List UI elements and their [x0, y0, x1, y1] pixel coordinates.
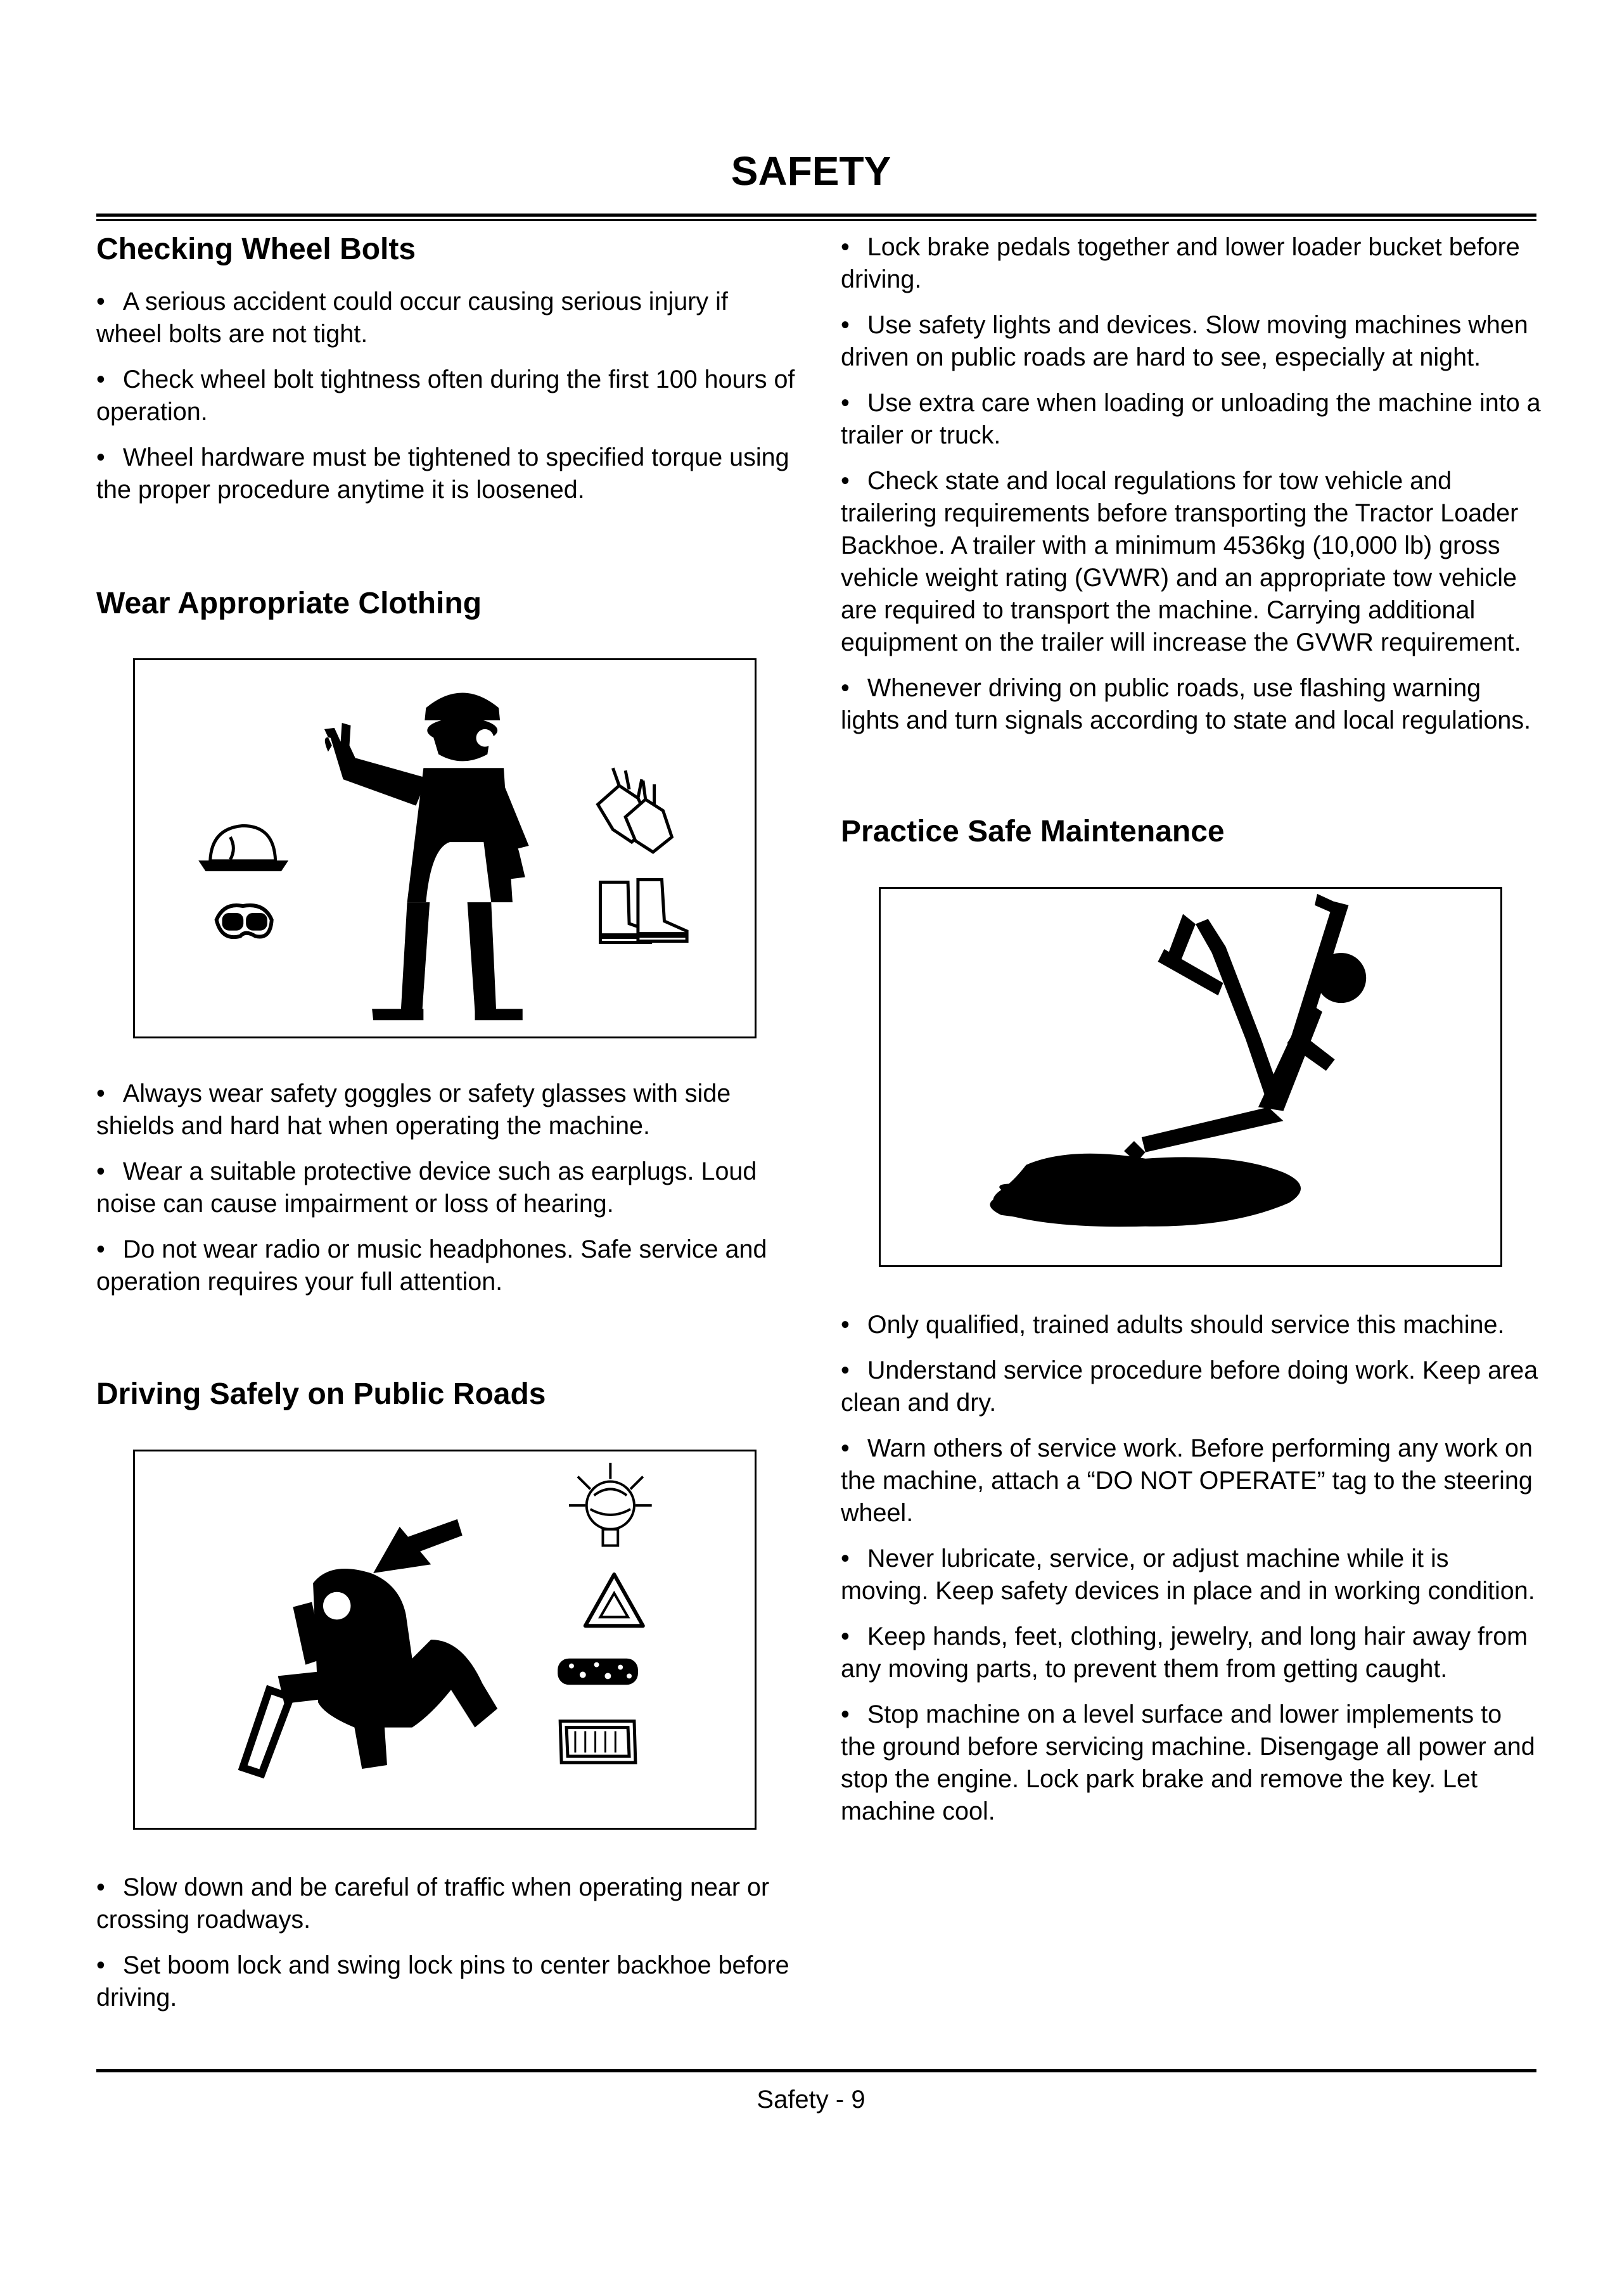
footer-rule	[96, 2069, 1536, 2072]
list-item: • Lock brake pedals together and lower loader bucket before driving.	[841, 233, 1520, 293]
list-item: • Check wheel bolt tightness often during the first 100 hours of operation.	[96, 365, 795, 426]
bullet: •	[841, 389, 850, 417]
bullet: •	[841, 1310, 850, 1339]
right-column	[841, 231, 1543, 1841]
bullet: •	[841, 1434, 850, 1462]
hard-hat-icon	[201, 826, 286, 870]
slipping-person-icon	[881, 889, 1500, 1265]
section-heading-clothing: Wear Appropriate Clothing	[96, 586, 482, 620]
section-heading-maintenance: Practice Safe Maintenance	[841, 815, 1225, 848]
list-item: • Check state and local regulations for tow vehicle and trailering requirements before transporting the Tractor Loader Backhoe. A trailer with a minimum 4536kg (10,000 lb) gross vehicle weight rating (GVWR) and an appropriate tow vehicle are required to transport the machine. Carrying additional equipment on the trailer will increase the GVWR requirement.	[841, 467, 1521, 656]
protective-clothing-icon	[135, 660, 755, 1036]
bullet: •	[96, 287, 105, 316]
safe-maintenance-illustration	[879, 887, 1502, 1267]
list-item: • A serious accident could occur causing serious injury if wheel bolts are not tight.	[96, 287, 728, 348]
list-item: • Only qualified, trained adults should service this machine.	[841, 1310, 1505, 1339]
header-rule	[96, 214, 1536, 217]
warning-light-icon	[569, 1463, 652, 1546]
bullet: •	[841, 1356, 850, 1384]
left-column	[96, 231, 798, 2027]
list-item: • Whenever driving on public roads, use flashing warning lights and turn signals according to state and local regulations.	[841, 674, 1531, 734]
gloves-icon	[598, 768, 672, 852]
bullet: •	[96, 1080, 105, 1108]
list-item: • Do not wear radio or music headphones. Safe service and operation requires your full attention.	[96, 1235, 767, 1296]
list-item: • Slow down and be careful of traffic when operating near or crossing roadways.	[96, 1873, 770, 1934]
bullet: •	[841, 311, 850, 339]
bullet: •	[96, 443, 105, 471]
section-heading-public-roads: Driving Safely on Public Roads	[96, 1377, 546, 1412]
driver-figure	[243, 1569, 497, 1774]
list-item: • Keep hands, feet, clothing, jewelry, and long hair away from any moving parts, to prevent them from getting caught.	[841, 1622, 1528, 1683]
section-heading-wheel-bolts: Checking Wheel Bolts	[96, 233, 416, 266]
list-item: • Warn others of service work. Before performing any work on the machine, attach a “DO NOT OPERATE” tag to the steering wheel.	[841, 1434, 1533, 1527]
header-rule-thin	[96, 219, 1536, 221]
protective-clothing-illustration	[133, 658, 757, 1038]
slipping-person-figure	[1124, 894, 1366, 1163]
arrow-icon	[373, 1519, 463, 1573]
bullet: •	[96, 1951, 105, 1979]
list-item: • Set boom lock and swing lock pins to center backhoe before driving.	[96, 1951, 789, 2012]
license-plate-icon	[560, 1721, 635, 1762]
list-item: • Use extra care when loading or unloading the machine into a trailer or truck.	[841, 389, 1541, 449]
bullet: •	[841, 467, 850, 495]
goggles-icon	[217, 905, 272, 937]
bullet: •	[841, 1544, 850, 1572]
list-item: • Never lubricate, service, or adjust machine while it is moving. Keep safety devices in place and in working condition.	[841, 1544, 1535, 1605]
slow-moving-vehicle-icon	[585, 1574, 643, 1626]
bullet: •	[96, 1235, 105, 1264]
oil-puddle-icon	[990, 1153, 1301, 1226]
bullet: •	[96, 1873, 105, 1901]
bullet: •	[841, 233, 850, 261]
page-footer: Safety - 9	[757, 2086, 865, 2114]
list-item: • Always wear safety goggles or safety glasses with side shields and hard hat when operating the machine.	[96, 1080, 731, 1140]
bullet: •	[96, 365, 105, 393]
bullet: •	[841, 1622, 850, 1650]
list-item: • Stop machine on a level surface and lower implements to the ground before servicing machine. Disengage all power and stop the engine. Lock park brake and remove the key. Let machine cool.	[841, 1700, 1535, 1825]
driving-public-roads-illustration	[133, 1450, 757, 1830]
bullet: •	[841, 674, 850, 702]
page-title: SAFETY	[731, 148, 891, 194]
driver-warning-icon	[135, 1451, 755, 1828]
list-item: • Understand service procedure before doing work. Keep area clean and dry.	[841, 1356, 1538, 1417]
list-item: • Use safety lights and devices. Slow moving machines when driven on public roads are hard to see, especially at night.	[841, 311, 1528, 371]
bullet: •	[841, 1700, 850, 1728]
worker-figure	[324, 693, 529, 1021]
list-item: • Wheel hardware must be tightened to specified torque using the proper procedure anytime it is loosened.	[96, 443, 789, 504]
list-item: • Wear a suitable protective device such as earplugs. Loud noise can cause impairment or loss of hearing.	[96, 1158, 757, 1218]
boots-icon	[601, 880, 687, 943]
reflector-strip-icon	[558, 1658, 638, 1685]
bullet: •	[96, 1158, 105, 1186]
